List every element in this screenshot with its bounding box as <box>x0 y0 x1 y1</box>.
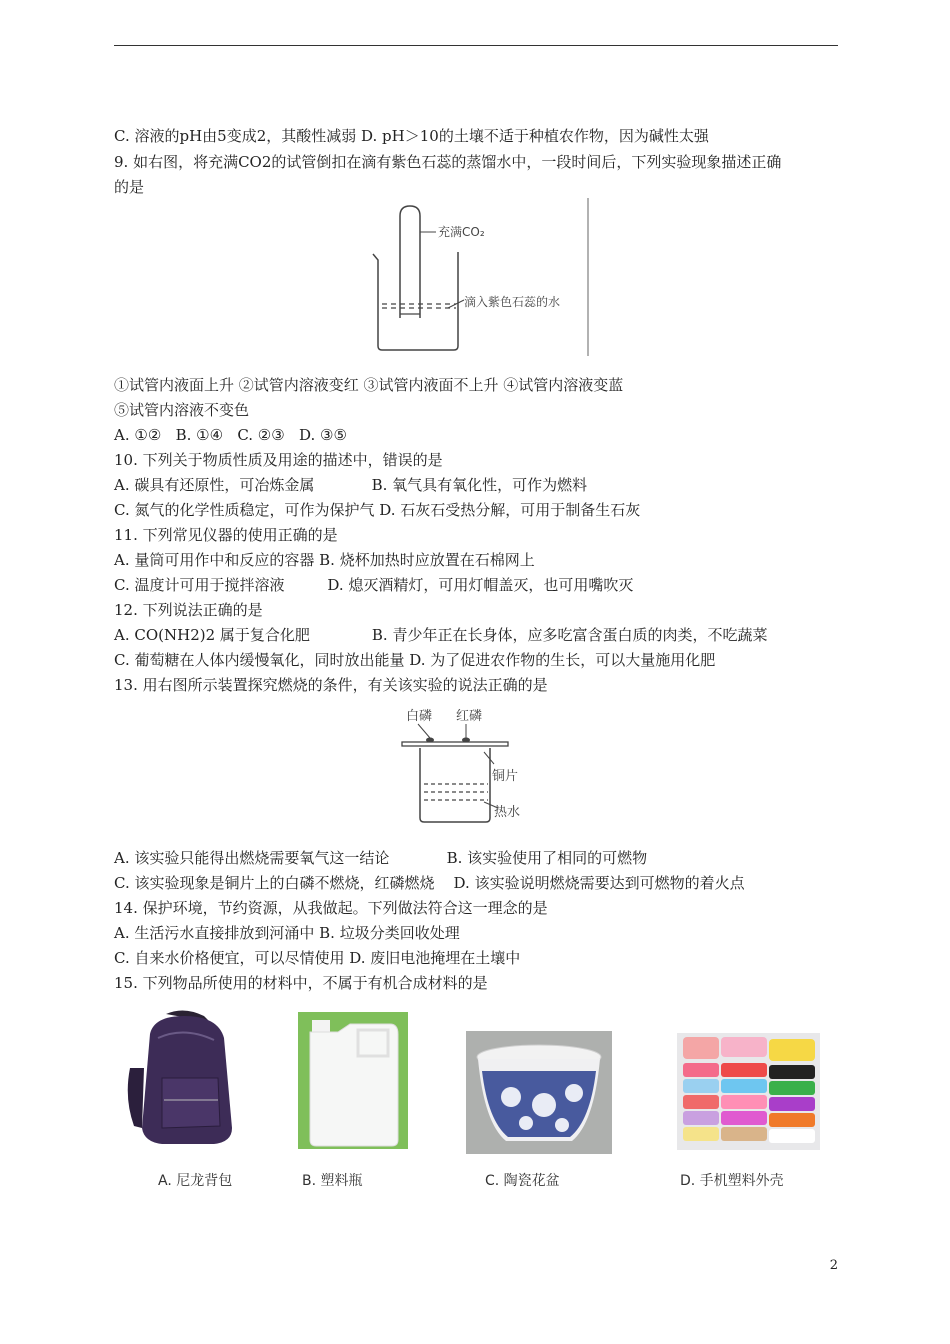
combustion-figure <box>398 702 530 830</box>
page-number: 2 <box>829 1258 838 1273</box>
water-label: 滴入紫色石蕊的水 <box>464 295 561 309</box>
text-line: A. 碳具有还原性，可冶炼金属 B. 氧气具有氧化性，可作为燃料 <box>114 476 588 494</box>
question-9: 9. 如右图，将充满CO2的试管倒扣在滴有紫色石蕊的蒸馏水中，一段时间后，下列实验现象描述正确 <box>114 153 782 171</box>
question-14: 14. 保护环境，节约资源，从我做起。下列做法符合这一理念的是 <box>114 899 548 917</box>
hot-water-label: 热水 <box>494 805 521 820</box>
question-13: 13. 用右图所示装置探究燃烧的条件，有关该实验的说法正确的是 <box>114 676 548 694</box>
text-line: C. 氮气的化学性质稳定，可作为保护气 D. 石灰石受热分解，可用于制备生石灰 <box>114 501 641 519</box>
header-rule <box>114 45 838 46</box>
red-phosphorus-label: 红磷 <box>456 709 483 724</box>
text-line: A. 生活污水直接排放到河涌中 B. 垃圾分类回收处理 <box>114 924 460 942</box>
text-line: C. 溶液的pH由5变成2，其酸性减弱 D. pH＞10的土壤不适于种植农作物，因为碱性太强 <box>114 127 709 145</box>
phone-cases-icon <box>677 1033 820 1150</box>
copper-plate-label: 铜片 <box>492 769 519 784</box>
text-line: ⑤试管内溶液不变色 <box>114 401 250 419</box>
white-phosphorus-label: 白磷 <box>406 709 433 724</box>
text-line: 的是 <box>114 178 145 196</box>
text-line: C. 葡萄糖在人体内缓慢氧化，同时放出能量 D. 为了促进农作物的生长，可以大量施用化肥 <box>114 651 716 669</box>
text-line: A. 量筒可用作中和反应的容器 B. 烧杯加热时应放置在石棉网上 <box>114 551 535 569</box>
option-c-caption: C. 陶瓷花盆 <box>485 1173 560 1189</box>
text-line: C. 该实验现象是铜片上的白磷不燃烧，红磷燃烧 D. 该实验说明燃烧需要达到可燃物的着火点 <box>114 874 745 892</box>
text-line: A. 该实验只能得出燃烧需要氧气这一结论 B. 该实验使用了相同的可燃物 <box>114 849 648 867</box>
question-10: 10. 下列关于物质性质及用途的描述中，错误的是 <box>114 451 443 469</box>
answer-options-9: A. ①② B. ①④ C. ②③ D. ③⑤ <box>114 426 347 444</box>
option-d-caption: D. 手机塑料外壳 <box>680 1173 784 1189</box>
co2-beaker-figure <box>368 196 590 358</box>
tube-label: 充满CO₂ <box>438 225 485 239</box>
text-line: A. CO(NH2)2 属于复合化肥 B. 青少年正在长身体，应多吃富含蛋白质的肉类，不吃蔬菜 <box>114 626 768 644</box>
text-line: ①试管内液面上升 ②试管内溶液变红 ③试管内液面不上升 ④试管内溶液变蓝 <box>114 376 624 394</box>
option-b-caption: B. 塑料瓶 <box>302 1173 363 1189</box>
question-12: 12. 下列说法正确的是 <box>114 601 263 619</box>
option-a-caption: A. 尼龙背包 <box>158 1173 233 1189</box>
question-15: 15. 下列物品所使用的材料中，不属于有机合成材料的是 <box>114 974 488 992</box>
ceramic-pot-icon <box>466 1031 612 1154</box>
question-11: 11. 下列常见仪器的使用正确的是 <box>114 526 338 544</box>
plastic-jug-icon <box>298 1012 408 1149</box>
text-line: C. 温度计可用于搅拌溶液 D. 熄灭酒精灯，可用灯帽盖灭，也可用嘴吹灭 <box>114 576 634 594</box>
text-line: C. 自来水价格便宜，可以尽情使用 D. 废旧电池掩埋在土壤中 <box>114 949 521 967</box>
backpack-icon <box>122 1008 244 1148</box>
